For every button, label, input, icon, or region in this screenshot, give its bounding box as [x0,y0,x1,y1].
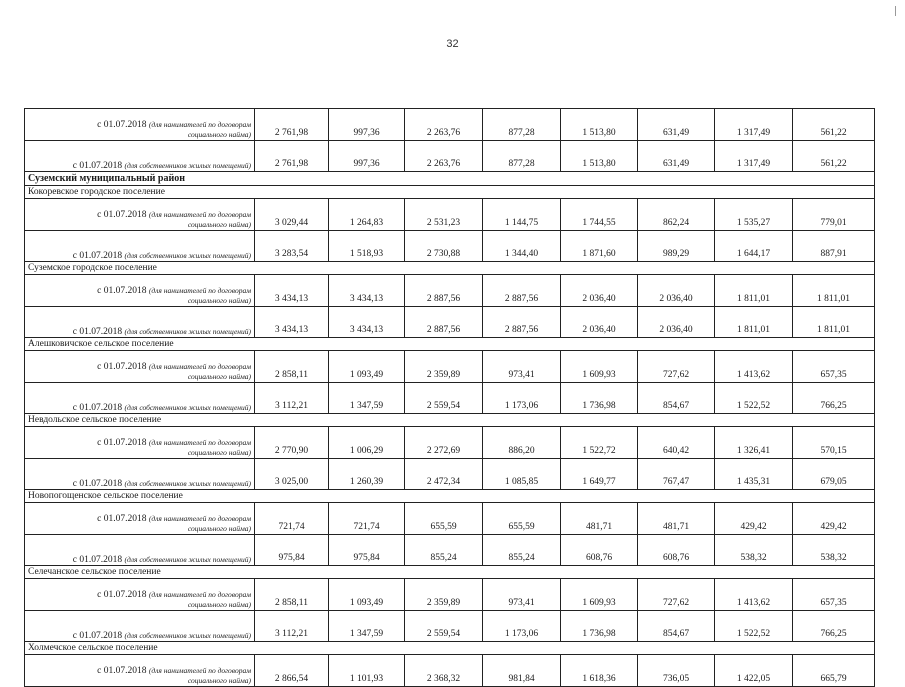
rate-value-cell: 973,41 [483,351,561,383]
rate-value-cell: 1 811,01 [793,275,875,307]
rate-value-cell: 1 518,93 [329,231,405,262]
rate-value-cell: 1 618,36 [561,655,638,687]
rate-value-cell: 561,22 [793,109,875,141]
rate-value-cell: 561,22 [793,141,875,172]
rate-value-cell: 1 264,83 [329,199,405,231]
rate-value-cell: 877,28 [483,109,561,141]
rate-value-cell: 3 025,00 [255,459,329,490]
rate-value-cell: 3 029,44 [255,199,329,231]
rate-value-cell: 1 144,75 [483,199,561,231]
rate-value-cell: 679,05 [793,459,875,490]
settlement-title: Селечанское сельское поселение [25,566,875,579]
rate-value-cell: 631,49 [638,141,715,172]
owner-note: (для собственников жилых помещений) [124,161,251,170]
rate-value-cell: 862,24 [638,199,715,231]
rate-value-cell: 2 263,76 [405,109,483,141]
effective-date: с 01.07.2018 [97,286,147,296]
rate-value-cell: 2 359,89 [405,351,483,383]
tariff-table-body [25,109,875,687]
rate-value-cell: 877,28 [483,141,561,172]
rate-value-cell: 1 609,93 [561,351,638,383]
rate-value-cell: 1 006,29 [329,427,405,459]
rate-value-cell: 1 744,55 [561,199,638,231]
rate-value-cell: 727,62 [638,579,715,611]
rate-value-cell: 1 093,49 [329,579,405,611]
rate-value-cell: 2 887,56 [483,307,561,338]
row-label [25,427,255,459]
rate-value-cell: 608,76 [638,535,715,566]
rate-value-cell: 2 761,98 [255,141,329,172]
rate-value-cell: 1 413,62 [715,351,793,383]
effective-date: с 01.07.2018 [72,479,123,489]
settlement-title: Алешковичское сельское поселение [25,338,875,351]
effective-date: с 01.07.2018 [97,438,147,448]
row-label [25,579,255,611]
owner-note: (для собственников жилых помещений) [124,479,251,488]
rate-value-cell: 1 413,62 [715,579,793,611]
rate-value-cell: 1 513,80 [561,109,638,141]
rate-value-cell: 2 036,40 [561,275,638,307]
rate-value-cell: 1 317,49 [715,141,793,172]
rate-value-cell: 2 359,89 [405,579,483,611]
rate-value-cell: 1 173,06 [483,611,561,642]
row-label [25,459,255,490]
tenant-rate-row [25,427,875,459]
rate-value-cell: 2 263,76 [405,141,483,172]
rate-value-cell: 2 368,32 [405,655,483,687]
settlement-title: Холмечское сельское поселение [25,642,875,655]
rate-value-cell: 1 811,01 [715,307,793,338]
rate-value-cell: 1 173,06 [483,383,561,414]
tenant-note-line2: социального найма) [187,130,251,139]
rate-value-cell: 1 811,01 [793,307,875,338]
rate-value-cell: 2 272,69 [405,427,483,459]
rate-value-cell: 736,05 [638,655,715,687]
rate-value-cell: 665,79 [793,655,875,687]
tenant-note-line2: социального найма) [187,524,251,533]
settlement-header-row [25,338,875,351]
rate-value-cell: 429,42 [793,503,875,535]
rate-value-cell: 1 347,59 [329,611,405,642]
district-title: Суземский муниципальный район [25,172,875,186]
effective-date: с 01.07.2018 [97,514,147,524]
rate-value-cell: 997,36 [329,109,405,141]
rate-value-cell: 1 736,98 [561,611,638,642]
rate-value-cell: 855,24 [483,535,561,566]
rate-value-cell: 570,15 [793,427,875,459]
owner-note: (для собственников жилых помещений) [124,251,251,260]
effective-date: с 01.07.2018 [72,631,123,641]
rate-value-cell: 640,42 [638,427,715,459]
owner-note: (для собственников жилых помещений) [124,631,251,640]
district-header-row [25,172,875,186]
tenant-note-line1: (для нанимателей по договорам [148,438,251,447]
owner-rate-row [25,535,875,566]
rate-value-cell: 975,84 [255,535,329,566]
row-label [25,199,255,231]
tenant-note-line1: (для нанимателей по договорам [148,286,251,295]
rate-value-cell: 3 434,13 [255,275,329,307]
tenant-note-line2: социального найма) [187,676,251,685]
rate-value-cell: 1 085,85 [483,459,561,490]
rate-value-cell: 1 736,98 [561,383,638,414]
rate-value-cell: 2 770,90 [255,427,329,459]
rate-value-cell: 1 344,40 [483,231,561,262]
owner-note: (для собственников жилых помещений) [124,327,251,336]
row-label [25,275,255,307]
effective-date: с 01.07.2018 [72,327,123,337]
row-label [25,535,255,566]
tenant-note-line2: социального найма) [187,296,251,305]
rate-value-cell: 2 036,40 [638,275,715,307]
rate-value-cell: 1 522,52 [715,611,793,642]
rate-value-cell: 2 866,54 [255,655,329,687]
page-number: 32 [446,38,459,50]
row-label [25,141,255,172]
rate-value-cell: 1 101,93 [329,655,405,687]
tenant-note-line1: (для нанимателей по договорам [148,590,251,599]
rate-value-cell: 2 887,56 [405,307,483,338]
rate-value-cell: 2 472,34 [405,459,483,490]
rate-value-cell: 2 036,40 [561,307,638,338]
row-label [25,611,255,642]
row-label [25,351,255,383]
rate-value-cell: 1 093,49 [329,351,405,383]
owner-rate-row [25,611,875,642]
owner-rate-row [25,141,875,172]
effective-date: с 01.07.2018 [97,210,147,220]
tenant-note-line1: (для нанимателей по договорам [148,666,251,675]
effective-date: с 01.07.2018 [97,666,147,676]
rate-value-cell: 1 522,72 [561,427,638,459]
tenant-note-line1: (для нанимателей по договорам [148,120,251,129]
rate-value-cell: 481,71 [638,503,715,535]
rate-value-cell: 766,25 [793,611,875,642]
row-label [25,231,255,262]
settlement-header-row [25,642,875,655]
rate-value-cell: 854,67 [638,611,715,642]
rate-value-cell: 3 112,21 [255,611,329,642]
effective-date: с 01.07.2018 [72,251,123,261]
rate-value-cell: 655,59 [483,503,561,535]
rate-value-cell: 1 871,60 [561,231,638,262]
settlement-header-row [25,566,875,579]
rate-value-cell: 1 609,93 [561,579,638,611]
rate-value-cell: 2 531,23 [405,199,483,231]
rate-value-cell: 3 434,13 [329,307,405,338]
settlement-title: Суземское городское поселение [25,262,875,275]
rate-value-cell: 727,62 [638,351,715,383]
rate-value-cell: 1 326,41 [715,427,793,459]
rate-value-cell: 608,76 [561,535,638,566]
rate-value-cell: 1 535,27 [715,199,793,231]
rate-value-cell: 989,29 [638,231,715,262]
rate-value-cell: 2 887,56 [405,275,483,307]
effective-date: с 01.07.2018 [97,590,147,600]
rate-value-cell: 3 434,13 [255,307,329,338]
rate-value-cell: 2 036,40 [638,307,715,338]
tenant-note-line2: социального найма) [187,600,251,609]
settlement-title: Новопогощенское сельское поселение [25,490,875,503]
rate-value-cell: 538,32 [793,535,875,566]
row-label [25,655,255,687]
rate-value-cell: 855,24 [405,535,483,566]
rate-value-cell: 887,91 [793,231,875,262]
settlement-title: Кокоревское городское поселение [25,186,875,199]
owner-rate-row [25,459,875,490]
tenant-note-line1: (для нанимателей по договорам [148,514,251,523]
rate-value-cell: 3 112,21 [255,383,329,414]
row-label [25,383,255,414]
effective-date: с 01.07.2018 [72,555,123,565]
rate-value-cell: 2 559,54 [405,383,483,414]
settlement-header-row [25,414,875,427]
scan-edge-mark [895,6,896,16]
rate-value-cell: 981,84 [483,655,561,687]
effective-date: с 01.07.2018 [72,161,123,171]
tenant-rate-row [25,503,875,535]
effective-date: с 01.07.2018 [97,362,147,372]
rate-value-cell: 429,42 [715,503,793,535]
effective-date: с 01.07.2018 [97,120,147,130]
tenant-note-line1: (для нанимателей по договорам [148,210,251,219]
owner-note: (для собственников жилых помещений) [124,555,251,564]
owner-rate-row [25,231,875,262]
rate-value-cell: 657,35 [793,579,875,611]
row-label [25,503,255,535]
rate-value-cell: 1 649,77 [561,459,638,490]
rate-value-cell: 766,25 [793,383,875,414]
owner-rate-row [25,383,875,414]
rate-value-cell: 1 644,17 [715,231,793,262]
rate-value-cell: 721,74 [329,503,405,535]
rate-value-cell: 657,35 [793,351,875,383]
rate-value-cell: 973,41 [483,579,561,611]
settlement-header-row [25,490,875,503]
owner-rate-row [25,307,875,338]
rate-value-cell: 854,67 [638,383,715,414]
tenant-note-line2: социального найма) [187,448,251,457]
rate-value-cell: 1 347,59 [329,383,405,414]
tenant-rate-row [25,199,875,231]
rate-value-cell: 1 422,05 [715,655,793,687]
tenant-note-line2: социального найма) [187,372,251,381]
tenant-note-line1: (для нанимателей по договорам [148,362,251,371]
rate-value-cell: 2 887,56 [483,275,561,307]
owner-note: (для собственников жилых помещений) [124,403,251,412]
tenant-rate-row [25,655,875,687]
settlement-title: Невдольское сельское поселение [25,414,875,427]
tenant-rate-row [25,109,875,141]
rate-value-cell: 1 317,49 [715,109,793,141]
rate-value-cell: 3 434,13 [329,275,405,307]
tariff-table [24,108,875,687]
rate-value-cell: 975,84 [329,535,405,566]
rate-value-cell: 2 858,11 [255,579,329,611]
rate-value-cell: 1 811,01 [715,275,793,307]
rate-value-cell: 1 522,52 [715,383,793,414]
rate-value-cell: 2 559,54 [405,611,483,642]
rate-value-cell: 2 858,11 [255,351,329,383]
rate-value-cell: 2 761,98 [255,109,329,141]
row-label [25,307,255,338]
rate-value-cell: 655,59 [405,503,483,535]
rate-value-cell: 1 435,31 [715,459,793,490]
tenant-note-line2: социального найма) [187,220,251,229]
rate-value-cell: 1 260,39 [329,459,405,490]
tenant-rate-row [25,275,875,307]
settlement-header-row [25,186,875,199]
rate-value-cell: 538,32 [715,535,793,566]
rate-value-cell: 779,01 [793,199,875,231]
rate-value-cell: 767,47 [638,459,715,490]
rate-value-cell: 2 730,88 [405,231,483,262]
settlement-header-row [25,262,875,275]
rate-value-cell: 721,74 [255,503,329,535]
rate-value-cell: 997,36 [329,141,405,172]
rate-value-cell: 886,20 [483,427,561,459]
tenant-rate-row [25,579,875,611]
row-label [25,109,255,141]
effective-date: с 01.07.2018 [72,403,123,413]
rate-value-cell: 1 513,80 [561,141,638,172]
rate-value-cell: 481,71 [561,503,638,535]
rate-value-cell: 631,49 [638,109,715,141]
rate-value-cell: 3 283,54 [255,231,329,262]
tenant-rate-row [25,351,875,383]
